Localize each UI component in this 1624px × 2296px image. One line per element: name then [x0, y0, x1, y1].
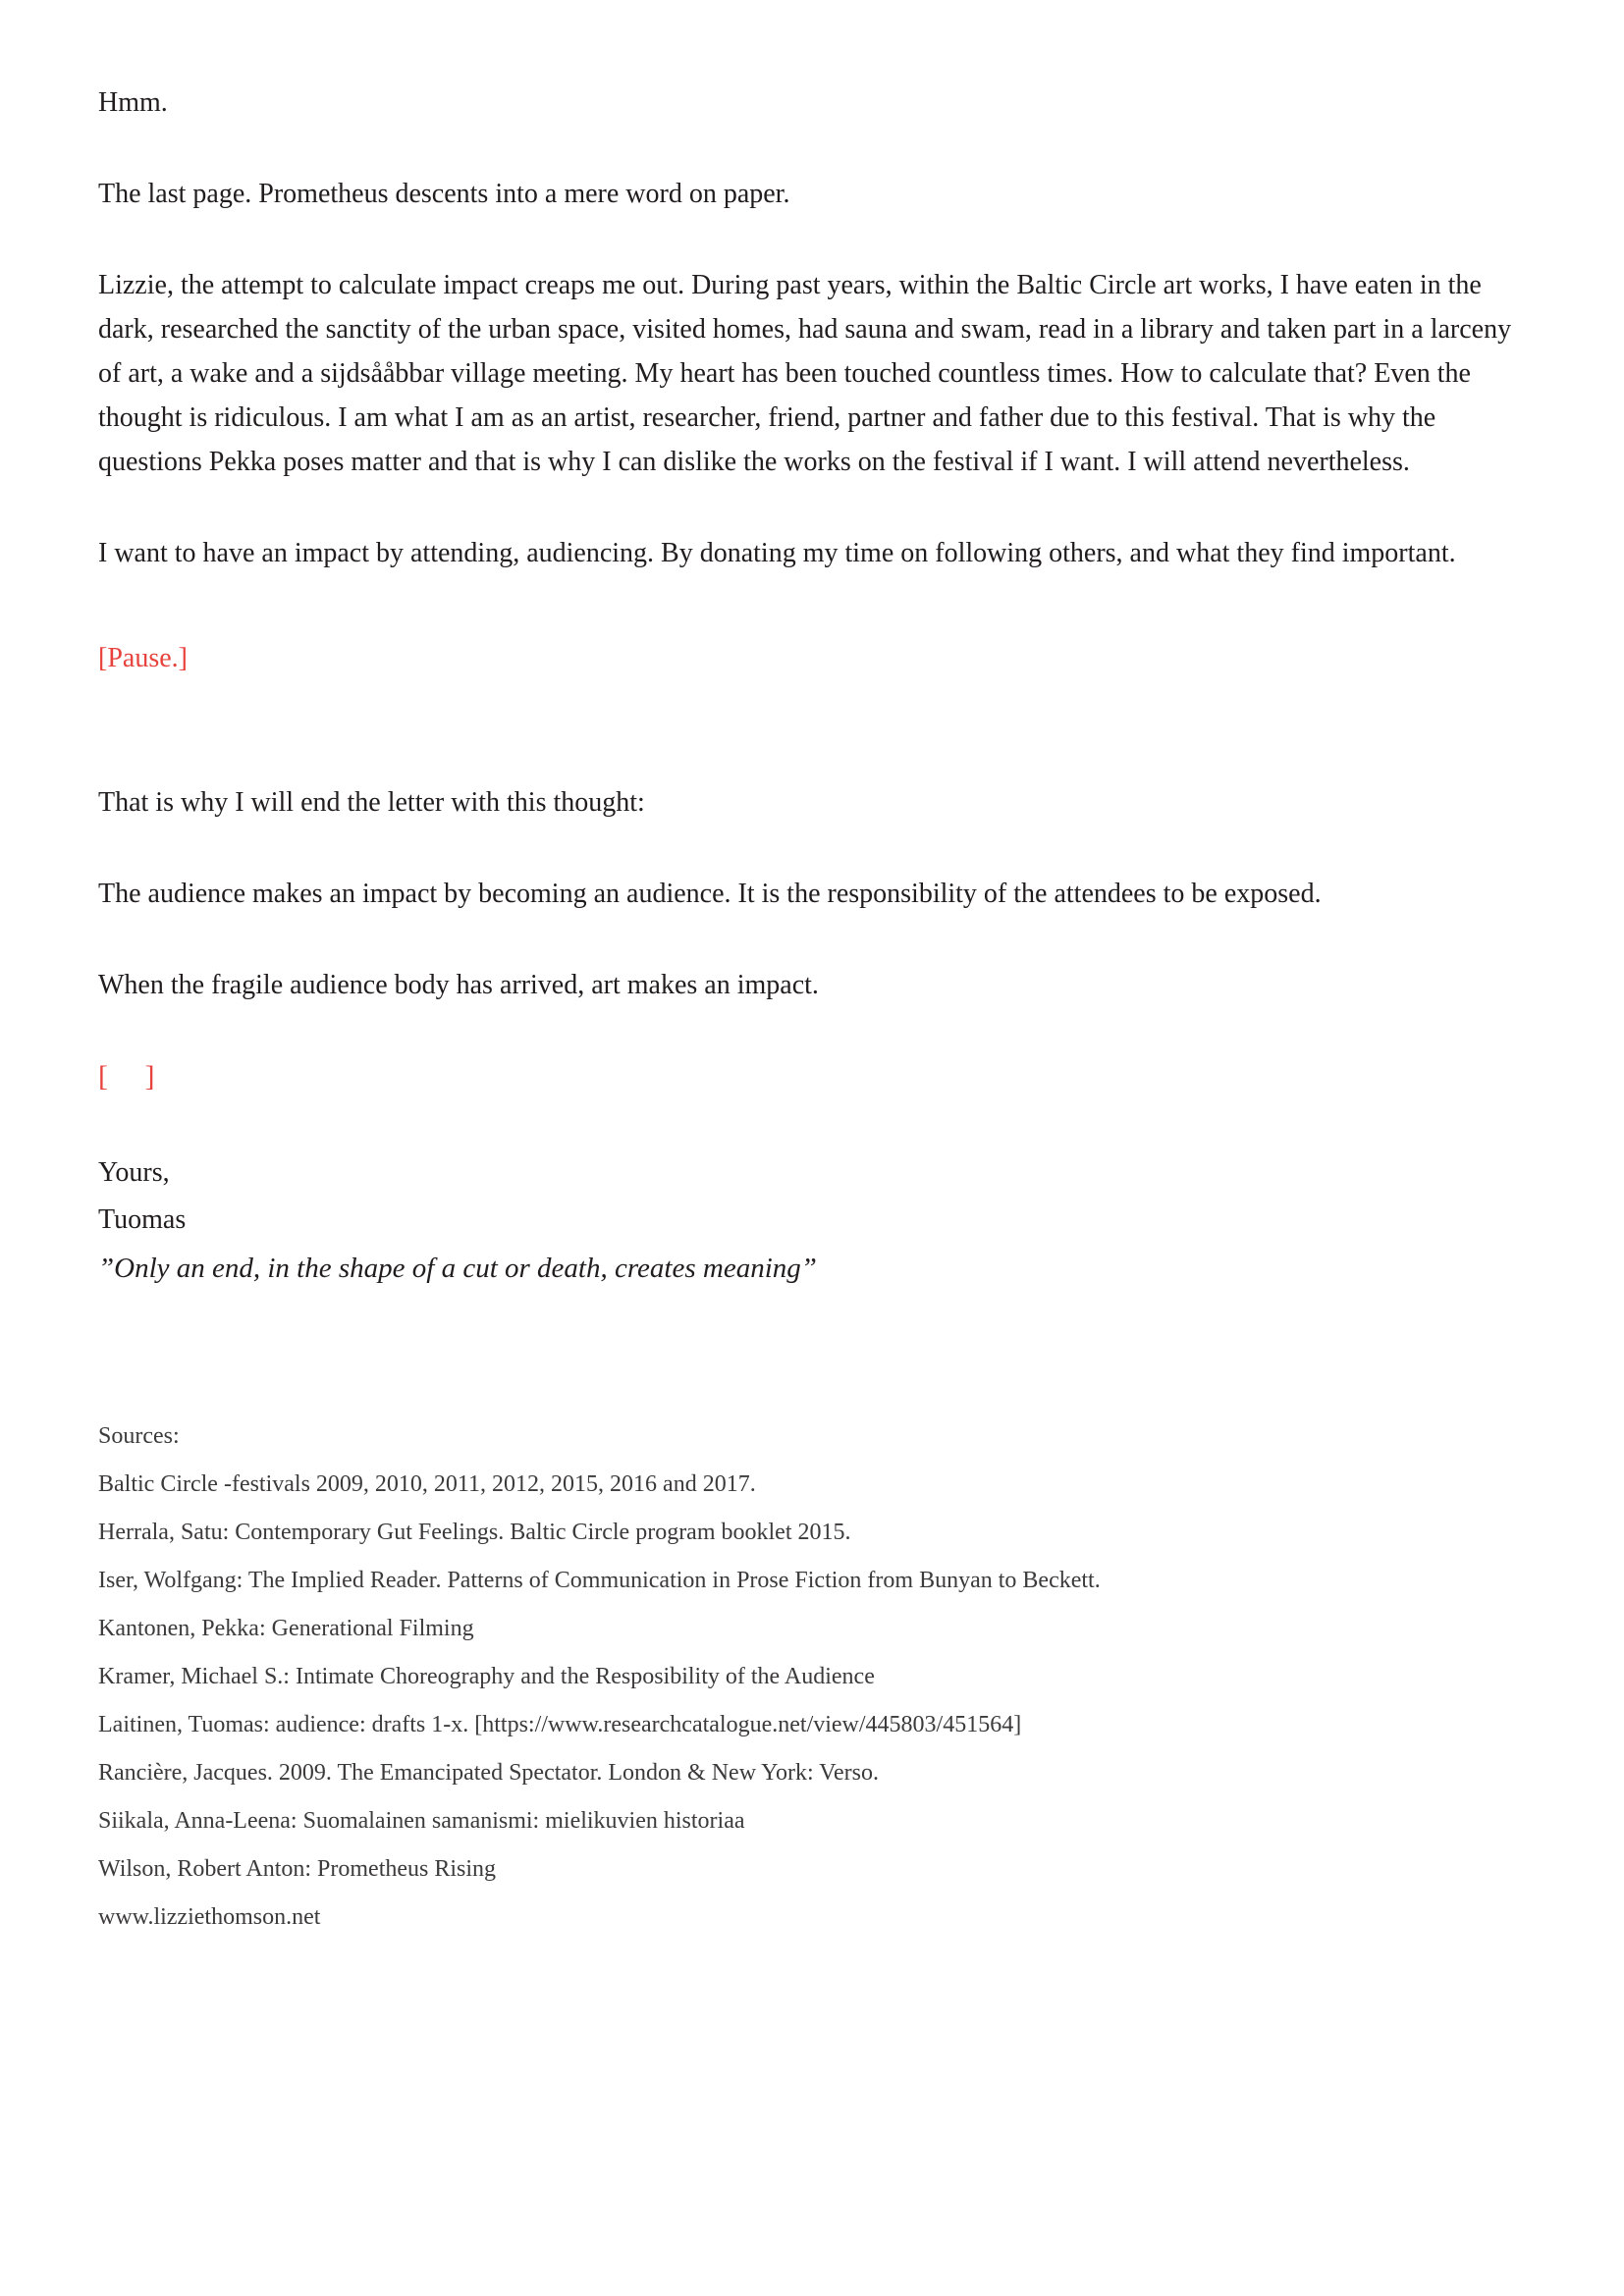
source-line: Baltic Circle -festivals 2009, 2010, 2011, 2012, 2015, 2016 and 2017.: [98, 1471, 756, 1497]
paragraph-audience: The audience makes an impact by becoming an audience. It is the responsibility of the attendees to be exposed.: [98, 879, 1322, 909]
empty-bracket-marker: [ ]: [98, 1060, 155, 1093]
paragraph-hmm: Hmm.: [98, 87, 168, 118]
source-line: Laitinen, Tuomas: audience: drafts 1-x. [https://www.researchcatalogue.net/view/445803/451564]: [98, 1712, 1022, 1737]
source-line: Rancière, Jacques. 2009. The Emancipated Spectator. London & New York: Verso.: [98, 1760, 879, 1786]
signature-name: Tuomas: [98, 1204, 187, 1235]
source-line: Kramer, Michael S.: Intimate Choreography and the Resposibility of the Audience: [98, 1664, 875, 1689]
paragraph-fragile: When the fragile audience body has arrived, art makes an impact.: [98, 970, 819, 1000]
signature-quote: ”Only an end, in the shape of a cut or death, creates meaning”: [98, 1253, 817, 1284]
source-line: Iser, Wolfgang: The Implied Reader. Patterns of Communication in Prose Fiction from Bunyan to Beckett.: [98, 1568, 1101, 1593]
signature-block: [98, 1149, 1516, 1293]
paragraph-last-page: The last page. Prometheus descents into a mere word on paper.: [98, 179, 790, 209]
signature-yours: Yours,: [98, 1157, 170, 1188]
sources-heading: Sources:: [98, 1423, 180, 1449]
source-line: Siikala, Anna-Leena: Suomalainen samanismi: mielikuvien historiaa: [98, 1808, 745, 1834]
source-line: Kantonen, Pekka: Generational Filming: [98, 1616, 474, 1641]
pause-marker: [Pause.]: [98, 643, 188, 673]
paragraph-lizzie: Lizzie, the attempt to calculate impact creaps me out. During past years, within the Baltic Circle art works, I have eaten in the dark, researched the sanctity of the urban space, visited homes, had sauna and swam, read in a library and taken part in a larceny of art, a wake and a sijdsååbbar village meeting. My heart has been touched countless times. How to calculate that? Even the thought is ridiculous. I am what I am as an artist, researcher, friend, partner and father due to this festival. That is why the questions Pekka poses matter and that is why I can dislike the works on the festival if I want. I will attend nevertheless.: [98, 270, 1512, 477]
source-line: Herrala, Satu: Contemporary Gut Feelings. Baltic Circle program booklet 2015.: [98, 1520, 851, 1545]
paragraph-impact: I want to have an impact by attending, audiencing. By donating my time on following others, and what they find important.: [98, 538, 1456, 568]
source-line: www.lizziethomson.net: [98, 1904, 321, 1930]
paragraph-thought-intro: That is why I will end the letter with this thought:: [98, 787, 645, 818]
source-line: Wilson, Robert Anton: Prometheus Rising: [98, 1856, 497, 1882]
sources-section: [98, 1413, 1516, 1942]
